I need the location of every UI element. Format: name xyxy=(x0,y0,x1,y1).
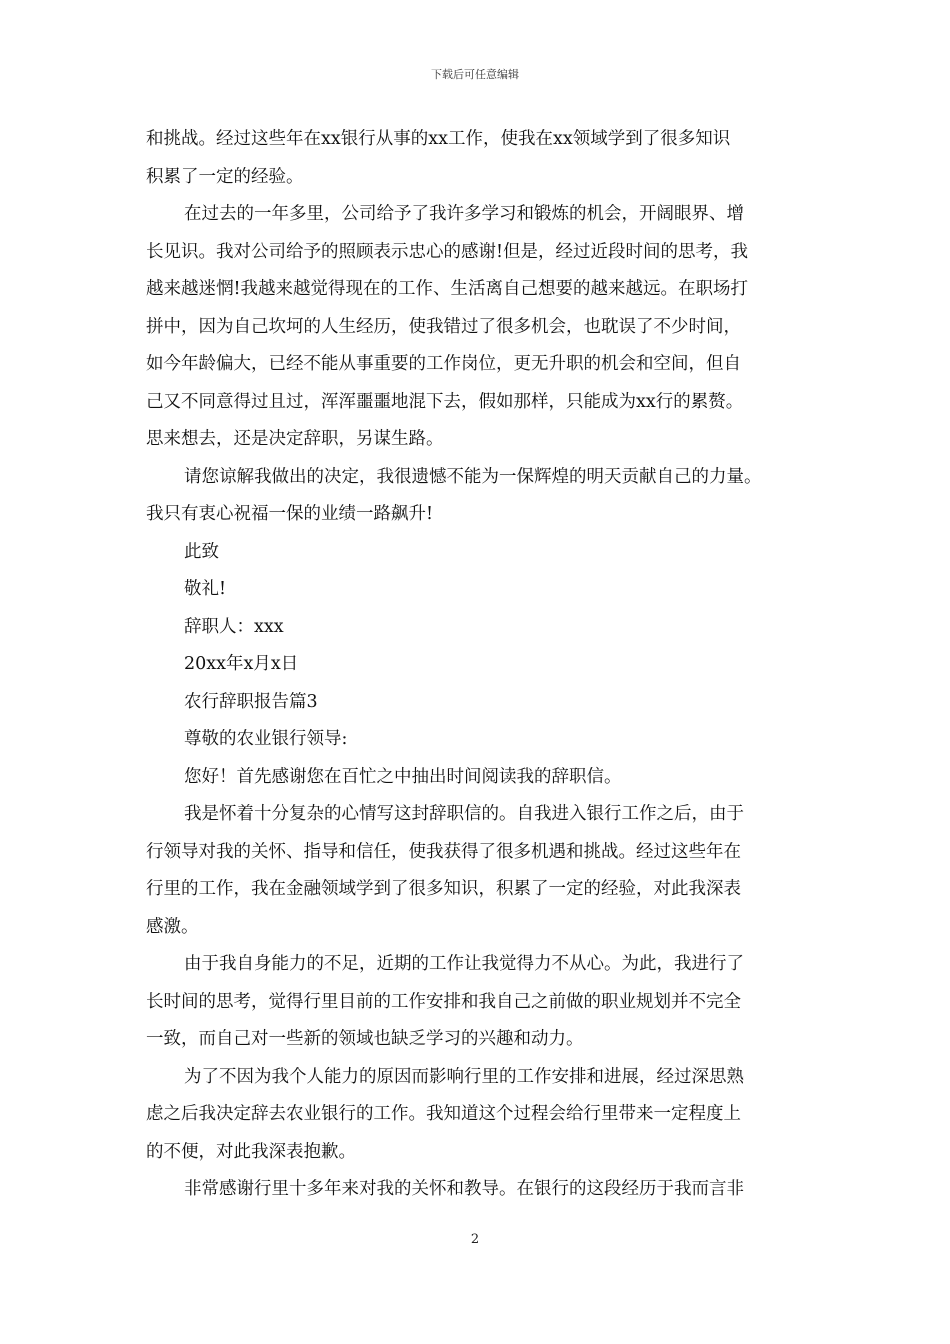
text-line: 请您谅解我做出的决定，我很遗憾不能为一保辉煌的明天贡献自己的力量。 xyxy=(184,466,762,487)
text-line: 虑之后我决定辞去农业银行的工作。我知道这个过程会给行里带来一定程度上 xyxy=(146,1104,741,1124)
text-line: 的不便，对此我深表抱歉。 xyxy=(146,1141,356,1162)
text-line: 尊敬的农业银行领导: xyxy=(184,729,348,749)
text-line: 非常感谢行里十多年来对我的关怀和教导。在银行的这段经历于我而言非 xyxy=(184,1179,744,1199)
text-line: 己又不同意得过且过，浑浑噩噩地混下去，假如那样，只能成为xx行的累赘。 xyxy=(146,391,744,412)
text-line: 越来越迷惘!我越来越觉得现在的工作、生活离自己想要的越来越远。在职场打 xyxy=(146,279,749,299)
text-line: 在过去的一年多里，公司给予了我许多学习和锻炼的机会，开阔眼界、增 xyxy=(184,204,744,224)
text-line: 20xx年x月x日 xyxy=(184,654,299,674)
text-line: 长见识。我对公司给予的照顾表示忠心的感谢!但是，经过近段时间的思考，我 xyxy=(146,241,749,262)
text-line: 如今年龄偏大，已经不能从事重要的工作岗位，更无升职的机会和空间，但自 xyxy=(146,354,741,374)
text-line: 行里的工作，我在金融领域学到了很多知识，积累了一定的经验，对此我深表 xyxy=(146,879,741,899)
text-line: 思来想去，还是决定辞职，另谋生路。 xyxy=(146,429,444,449)
text-line: 我是怀着十分复杂的心情写这封辞职信的。自我进入银行工作之后，由于 xyxy=(184,804,744,824)
text-line: 为了不因为我个人能力的原因而影响行里的工作安排和进展，经过深思熟 xyxy=(184,1066,744,1087)
text-line: 一致，而自己对一些新的领域也缺乏学习的兴趣和动力。 xyxy=(146,1029,584,1049)
text-line: 敬礼! xyxy=(184,579,227,599)
text-line: 拼中，因为自己坎坷的人生经历，使我错过了很多机会，也耽误了不少时间， xyxy=(146,316,741,337)
text-line: 由于我自身能力的不足，近期的工作让我觉得力不从心。为此，我进行了 xyxy=(184,954,744,974)
text-line: 长时间的思考，觉得行里目前的工作安排和我自己之前做的职业规划并不完全 xyxy=(146,991,741,1012)
document-body xyxy=(146,121,818,1209)
text-line: 您好！首先感谢您在百忙之中抽出时间阅读我的辞职信。 xyxy=(184,766,622,787)
text-line: 辞职人：xxx xyxy=(184,616,284,637)
text-line: 积累了一定的经验。 xyxy=(146,166,304,187)
text-line: 此致 xyxy=(184,541,219,562)
text-line: 行领导对我的关怀、指导和信任，使我获得了很多机遇和挑战。经过这些年在 xyxy=(146,841,741,862)
page-header: 下载后可任意编辑 xyxy=(431,68,519,81)
text-line: 农行辞职报告篇3 xyxy=(184,691,318,712)
text-line: 我只有衷心祝福一保的业绩一路飙升! xyxy=(146,504,434,524)
text-line: 感激。 xyxy=(146,916,199,937)
page-number: 2 xyxy=(470,1232,480,1247)
text-line: 和挑战。经过这些年在xx银行从事的xx工作，使我在xx领域学到了很多知识 xyxy=(146,129,731,149)
